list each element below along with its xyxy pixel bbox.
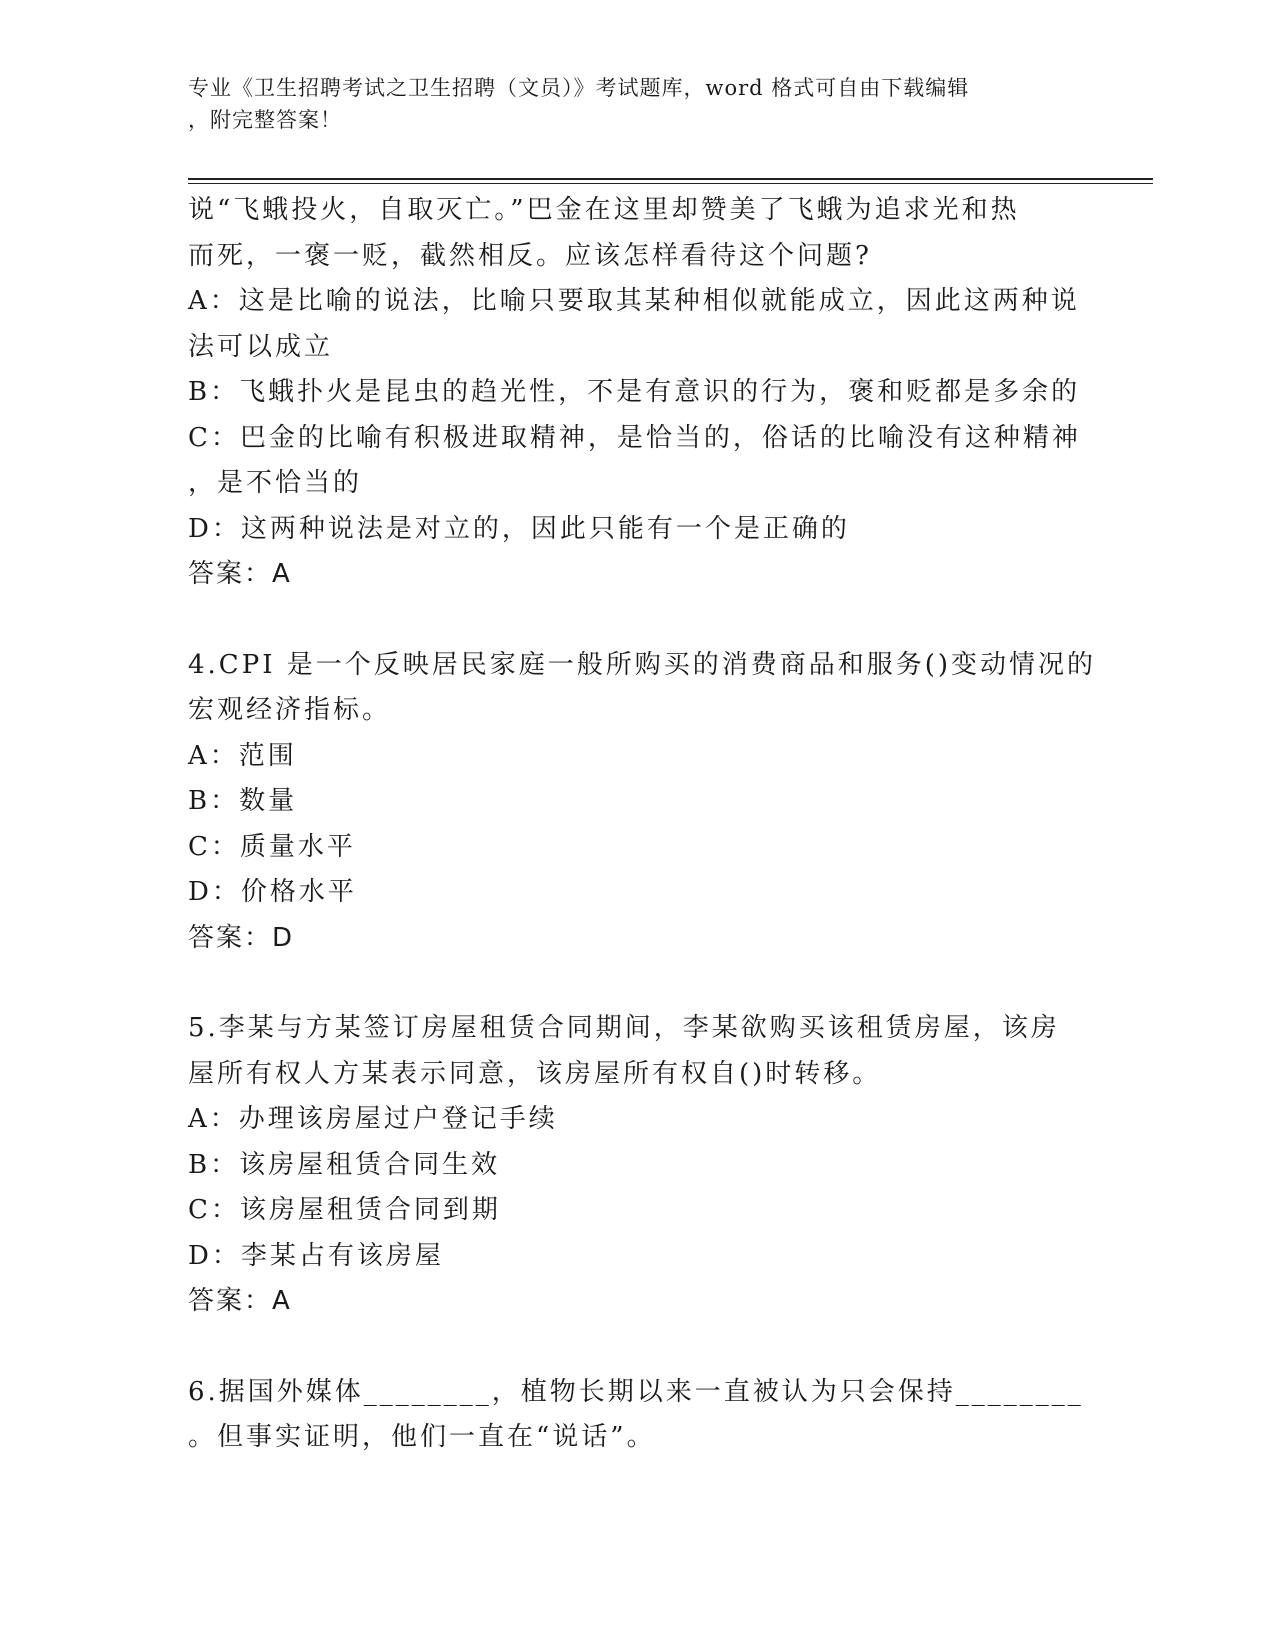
- header-divider: [188, 178, 1153, 180]
- spacer: [188, 598, 1088, 643]
- option-a: A：范围: [188, 740, 297, 771]
- option-a: A：这是比喻的说法，比喻只要取其某种相似就能成立，因此这两种说: [188, 286, 1080, 316]
- question-stem: 而死，一褒一贬，截然相反。应该怎样看待这个问题?: [188, 240, 872, 271]
- document-header: [188, 72, 1068, 136]
- question-stem: 5.李某与方某签订房屋租赁合同期间，李某欲购买该租赁房屋，该房: [188, 1013, 1060, 1043]
- header-line-2: ，附完整答案！: [188, 108, 342, 132]
- question-stem: 说“飞蛾投火，自取灭亡。”巴金在这里却赞美了飞蛾为追求光和热: [188, 195, 1020, 225]
- option-c: C：巴金的比喻有积极进取精神，是恰当的，俗话的比喻没有这种精神: [188, 422, 1081, 453]
- question-3: [188, 188, 1088, 598]
- answer: 答案：A: [188, 559, 292, 589]
- spacer: [188, 961, 1088, 1006]
- option-b: B：数量: [188, 786, 298, 816]
- question-stem: 屋所有权人方某表示同意，该房屋所有权自()时转移。: [188, 1058, 882, 1089]
- question-stem: 4.CPI 是一个反映居民家庭一般所购买的消费商品和服务()变动情况的: [188, 649, 1097, 680]
- question-stem: 6.据国外媒体________，植物长期以来一直被认为只会保持________: [188, 1376, 1084, 1407]
- option-d: D：这两种说法是对立的，因此只能有一个是正确的: [188, 513, 850, 544]
- header-divider-thin: [188, 183, 1153, 184]
- header-line-1: 专业《卫生招聘考试之卫生招聘（文员）》考试题库，word 格式可自由下载编辑: [188, 76, 970, 100]
- question-6: [188, 1370, 1088, 1461]
- option-c: C：该房屋租赁合同到期: [188, 1195, 501, 1225]
- option-c: C：质量水平: [188, 831, 356, 862]
- option-d: D：李某占有该房屋: [188, 1240, 444, 1271]
- option-c-continued: ，是不恰当的: [188, 468, 363, 498]
- question-list: [188, 188, 1097, 1461]
- answer: 答案：A: [188, 1286, 292, 1316]
- answer: 答案：D: [188, 922, 295, 953]
- question-stem: 宏观经济指标。: [188, 695, 392, 725]
- option-d: D：价格水平: [188, 877, 357, 907]
- option-b: B：飞蛾扑火是昆虫的趋光性，不是有意识的行为，褒和贬都是多余的: [188, 377, 1081, 407]
- option-b: B：该房屋租赁合同生效: [188, 1149, 501, 1180]
- spacer: [188, 1325, 1088, 1370]
- option-a: A：办理该房屋过户登记手续: [188, 1104, 558, 1134]
- question-stem: 。但事实证明，他们一直在“说话”。: [188, 1422, 656, 1452]
- question-4: [188, 643, 1097, 962]
- option-a-continued: 法可以成立: [188, 331, 334, 362]
- question-5: [188, 1006, 1088, 1325]
